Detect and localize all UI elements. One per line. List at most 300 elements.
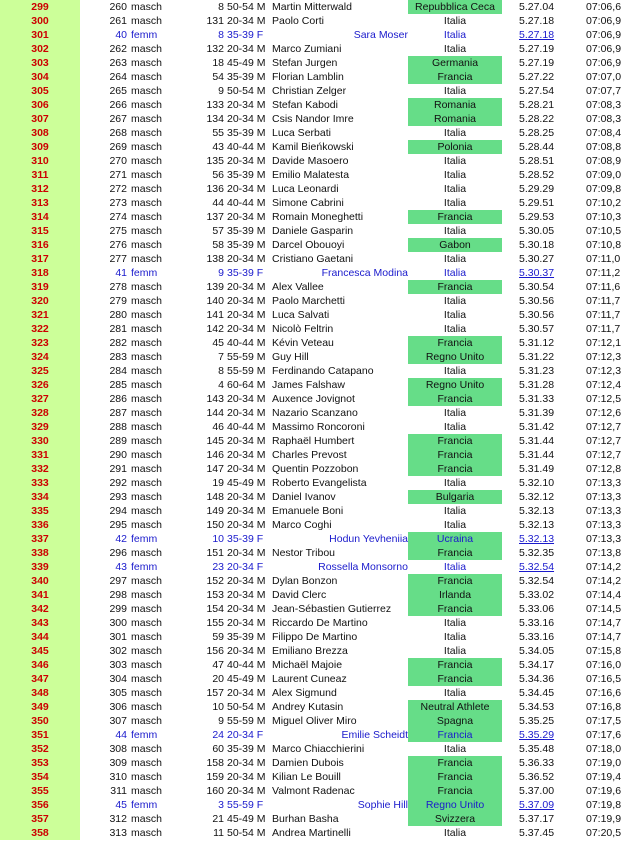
rank-cell: 354	[0, 770, 80, 784]
athlete-name-cell: David Clerc	[272, 589, 327, 601]
finish-time-cell: 5.28.21	[519, 99, 555, 111]
rank-cell: 355	[0, 784, 80, 798]
athlete-name-cell: Cristiano Gaetani	[272, 253, 354, 265]
pace-cell: 07:11,7	[586, 295, 621, 307]
pace-cell: 07:06,9	[586, 57, 622, 69]
athlete-name-cell: Emilie Scheidt	[341, 729, 408, 741]
category-position-cell: 19	[212, 477, 224, 489]
athlete-name-cell: Burhan Basha	[272, 813, 339, 825]
pace-cell: 07:12,7	[586, 435, 622, 447]
table-row	[0, 490, 642, 504]
athlete-name-cell: Kamil Bieńkowski	[272, 141, 354, 153]
rank-cell: 304	[0, 70, 80, 84]
category-cell: 35-39 M	[227, 239, 266, 251]
athlete-name-cell: Damien Dubois	[272, 757, 344, 769]
table-row	[0, 686, 642, 700]
rank-cell: 345	[0, 644, 80, 658]
gender-cell: masch	[131, 197, 162, 209]
rank-cell: 336	[0, 518, 80, 532]
nationality-cell: Italia	[443, 155, 467, 167]
pace-cell: 07:19,8	[586, 799, 622, 811]
category-cell: 20-34 M	[227, 785, 266, 797]
table-row	[0, 378, 642, 392]
bib-number-cell: 309	[109, 757, 127, 769]
pace-cell: 07:11,2	[586, 267, 621, 279]
athlete-name-cell: Guy Hill	[272, 351, 309, 363]
athlete-name-cell: Marco Zumiani	[272, 43, 342, 55]
category-cell: 20-34 M	[227, 155, 266, 167]
nationality-cell: Italia	[443, 225, 467, 237]
category-position-cell: 134	[206, 113, 224, 125]
rank-cell: 327	[0, 392, 80, 406]
category-position-cell: 156	[206, 645, 224, 657]
nationality-cell: Francia	[408, 392, 502, 406]
nationality-cell: Italia	[443, 645, 467, 657]
category-cell: 20-34 M	[227, 589, 266, 601]
category-cell: 20-34 F	[227, 561, 264, 573]
bib-number-cell: 291	[109, 463, 127, 475]
bib-number-cell: 40	[115, 29, 127, 41]
nationality-cell: Regno Unito	[408, 350, 502, 364]
rank-cell: 357	[0, 812, 80, 826]
pace-cell: 07:13,8	[586, 547, 622, 559]
gender-cell: masch	[131, 351, 162, 363]
category-cell: 55-59 M	[227, 351, 266, 363]
nationality-cell: Italia	[443, 267, 467, 279]
category-cell: 20-34 M	[227, 757, 266, 769]
nationality-cell: Italia	[443, 687, 467, 699]
athlete-name-cell: Sophie Hill	[357, 799, 408, 811]
category-position-cell: 139	[206, 281, 224, 293]
category-cell: 20-34 M	[227, 183, 266, 195]
bib-number-cell: 275	[109, 225, 127, 237]
table-row	[0, 504, 642, 518]
pace-cell: 07:14,2	[586, 561, 622, 573]
gender-cell: masch	[131, 687, 162, 699]
finish-time-cell: 5.31.44	[519, 449, 555, 461]
category-position-cell: 159	[206, 771, 224, 783]
finish-time-cell: 5.30.18	[519, 239, 555, 251]
rank-cell: 324	[0, 350, 80, 364]
bib-number-cell: 296	[109, 547, 127, 559]
athlete-name-cell: Emanuele Boni	[272, 505, 344, 517]
finish-time-cell: 5.32.13	[519, 519, 555, 531]
rank-cell: 300	[0, 14, 80, 28]
gender-cell: masch	[131, 673, 162, 685]
table-row	[0, 518, 642, 532]
nationality-cell: Francia	[408, 602, 502, 616]
category-cell: 20-34 M	[227, 603, 266, 615]
nationality-cell: Francia	[408, 672, 502, 686]
finish-time-cell: 5.37.17	[519, 813, 555, 825]
pace-cell: 07:11,0	[586, 253, 621, 265]
bib-number-cell: 288	[109, 421, 127, 433]
bib-number-cell: 44	[115, 729, 127, 741]
bib-number-cell: 297	[109, 575, 127, 587]
rank-cell: 342	[0, 602, 80, 616]
category-position-cell: 7	[218, 351, 224, 363]
category-cell: 20-34 M	[227, 211, 266, 223]
bib-number-cell: 281	[109, 323, 127, 335]
category-position-cell: 158	[206, 757, 224, 769]
category-cell: 20-34 M	[227, 15, 266, 27]
nationality-cell: Francia	[408, 574, 502, 588]
bib-number-cell: 299	[109, 603, 127, 615]
category-cell: 20-34 M	[227, 323, 266, 335]
category-cell: 20-34 M	[227, 253, 266, 265]
pace-cell: 07:14,5	[586, 603, 622, 615]
finish-time-cell: 5.28.25	[519, 127, 555, 139]
athlete-name-cell: Ferdinando Catapano	[272, 365, 374, 377]
finish-time-cell: 5.33.02	[519, 589, 555, 601]
rank-cell: 358	[0, 826, 80, 840]
athlete-name-cell: Stefan Kabodi	[272, 99, 338, 111]
nationality-cell: Polonia	[408, 140, 502, 154]
bib-number-cell: 305	[109, 687, 127, 699]
nationality-cell: Italia	[443, 197, 467, 209]
table-row	[0, 308, 642, 322]
category-position-cell: 138	[206, 253, 224, 265]
category-cell: 40-44 M	[227, 197, 266, 209]
nationality-cell: Italia	[443, 407, 467, 419]
category-position-cell: 131	[206, 15, 224, 27]
pace-cell: 07:12,6	[586, 407, 622, 419]
finish-time-cell: 5.32.54	[519, 561, 555, 573]
gender-cell: masch	[131, 225, 162, 237]
athlete-name-cell: Nicolò Feltrin	[272, 323, 334, 335]
gender-cell: masch	[131, 463, 162, 475]
category-cell: 20-34 M	[227, 295, 266, 307]
gender-cell: femm	[131, 799, 158, 811]
pace-cell: 07:06,9	[586, 29, 622, 41]
pace-cell: 07:14,2	[586, 575, 622, 587]
nationality-cell: Italia	[443, 183, 467, 195]
table-row	[0, 168, 642, 182]
category-position-cell: 21	[212, 813, 224, 825]
category-position-cell: 57	[212, 225, 224, 237]
gender-cell: masch	[131, 575, 162, 587]
table-row	[0, 14, 642, 28]
rank-cell: 353	[0, 756, 80, 770]
nationality-cell: Irlanda	[408, 588, 502, 602]
gender-cell: masch	[131, 99, 162, 111]
finish-time-cell: 5.31.49	[519, 463, 555, 475]
gender-cell: masch	[131, 519, 162, 531]
table-row	[0, 434, 642, 448]
nationality-cell: Germania	[408, 56, 502, 70]
bib-number-cell: 277	[109, 253, 127, 265]
gender-cell: masch	[131, 169, 162, 181]
athlete-name-cell: Kilian Le Bouill	[272, 771, 341, 783]
athlete-name-cell: Luca Salvati	[272, 309, 330, 321]
rank-cell: 312	[0, 182, 80, 196]
category-position-cell: 3	[218, 799, 224, 811]
category-position-cell: 10	[212, 701, 224, 713]
category-position-cell: 145	[206, 435, 224, 447]
category-position-cell: 140	[206, 295, 224, 307]
pace-cell: 07:07,7	[586, 85, 622, 97]
table-row	[0, 70, 642, 84]
rank-cell: 321	[0, 308, 80, 322]
category-cell: 35-39 F	[227, 267, 264, 279]
finish-time-cell: 5.33.16	[519, 631, 555, 643]
rank-cell: 326	[0, 378, 80, 392]
category-position-cell: 152	[206, 575, 224, 587]
pace-cell: 07:13,3	[586, 477, 622, 489]
category-position-cell: 150	[206, 519, 224, 531]
category-position-cell: 46	[212, 421, 224, 433]
gender-cell: masch	[131, 155, 162, 167]
category-position-cell: 132	[206, 43, 224, 55]
gender-cell: masch	[131, 477, 162, 489]
table-row	[0, 392, 642, 406]
bib-number-cell: 300	[109, 617, 127, 629]
category-cell: 20-34 M	[227, 771, 266, 783]
athlete-name-cell: Miguel Oliver Miro	[272, 715, 357, 727]
pace-cell: 07:09,8	[586, 183, 622, 195]
table-row	[0, 602, 642, 616]
nationality-cell: Italia	[443, 561, 467, 573]
athlete-name-cell: Laurent Cuneaz	[272, 673, 347, 685]
athlete-name-cell: Nazario Scanzano	[272, 407, 358, 419]
nationality-cell: Romania	[408, 112, 502, 126]
bib-number-cell: 303	[109, 659, 127, 671]
category-position-cell: 24	[212, 729, 224, 741]
category-cell: 55-59 M	[227, 715, 266, 727]
pace-cell: 07:06,6	[586, 1, 622, 13]
nationality-cell: Italia	[443, 43, 467, 55]
category-cell: 50-54 M	[227, 1, 266, 13]
pace-cell: 07:11,6	[586, 281, 621, 293]
nationality-cell: Gabon	[408, 238, 502, 252]
gender-cell: masch	[131, 1, 162, 13]
finish-time-cell: 5.29.29	[519, 183, 555, 195]
gender-cell: masch	[131, 127, 162, 139]
category-position-cell: 143	[206, 393, 224, 405]
athlete-name-cell: Romain Moneghetti	[272, 211, 364, 223]
nationality-cell: Francia	[408, 434, 502, 448]
table-row	[0, 812, 642, 826]
nationality-cell: Italia	[443, 477, 467, 489]
nationality-cell: Francia	[408, 448, 502, 462]
pace-cell: 07:16,8	[586, 701, 622, 713]
bib-number-cell: 271	[109, 169, 127, 181]
category-cell: 40-44 M	[227, 141, 266, 153]
category-cell: 20-34 M	[227, 113, 266, 125]
category-cell: 35-39 M	[227, 631, 266, 643]
pace-cell: 07:14,7	[586, 631, 622, 643]
pace-cell: 07:14,7	[586, 617, 622, 629]
athlete-name-cell: Christian Zelger	[272, 85, 347, 97]
nationality-cell: Francia	[408, 546, 502, 560]
table-row	[0, 294, 642, 308]
pace-cell: 07:08,4	[586, 127, 622, 139]
table-row	[0, 784, 642, 798]
finish-time-cell: 5.32.12	[519, 491, 555, 503]
bib-number-cell: 312	[109, 813, 127, 825]
category-position-cell: 56	[212, 169, 224, 181]
category-cell: 35-39 F	[227, 533, 264, 545]
finish-time-cell: 5.33.06	[519, 603, 555, 615]
athlete-name-cell: Valmont Radenac	[272, 785, 355, 797]
bib-number-cell: 267	[109, 113, 127, 125]
category-position-cell: 148	[206, 491, 224, 503]
table-row	[0, 98, 642, 112]
rank-cell: 337	[0, 532, 80, 546]
category-position-cell: 10	[212, 533, 224, 545]
finish-time-cell: 5.37.45	[519, 827, 555, 839]
gender-cell: masch	[131, 743, 162, 755]
finish-time-cell: 5.31.22	[519, 351, 555, 363]
rank-cell: 303	[0, 56, 80, 70]
nationality-cell: Italia	[443, 127, 467, 139]
bib-number-cell: 261	[109, 15, 127, 27]
gender-cell: masch	[131, 15, 162, 27]
finish-time-cell: 5.27.18	[519, 15, 555, 27]
table-row	[0, 154, 642, 168]
pace-cell: 07:08,3	[586, 113, 622, 125]
nationality-cell: Italia	[443, 505, 467, 517]
gender-cell: masch	[131, 211, 162, 223]
category-cell: 20-34 M	[227, 407, 266, 419]
bib-number-cell: 43	[115, 561, 127, 573]
bib-number-cell: 294	[109, 505, 127, 517]
pace-cell: 07:12,3	[586, 365, 622, 377]
pace-cell: 07:06,9	[586, 15, 622, 27]
finish-time-cell: 5.35.48	[519, 743, 555, 755]
pace-cell: 07:08,3	[586, 99, 622, 111]
finish-time-cell: 5.31.39	[519, 407, 555, 419]
gender-cell: masch	[131, 337, 162, 349]
category-cell: 20-34 M	[227, 491, 266, 503]
rank-cell: 320	[0, 294, 80, 308]
pace-cell: 07:12,4	[586, 379, 622, 391]
rank-cell: 319	[0, 280, 80, 294]
bib-number-cell: 262	[109, 43, 127, 55]
gender-cell: masch	[131, 309, 162, 321]
table-row	[0, 280, 642, 294]
bib-number-cell: 273	[109, 197, 127, 209]
bib-number-cell: 41	[115, 267, 127, 279]
pace-cell: 07:19,4	[586, 771, 622, 783]
rank-cell: 351	[0, 728, 80, 742]
table-row	[0, 616, 642, 630]
category-cell: 45-49 M	[227, 477, 266, 489]
gender-cell: femm	[131, 533, 158, 545]
finish-time-cell: 5.31.42	[519, 421, 555, 433]
rank-cell: 316	[0, 238, 80, 252]
athlete-name-cell: Riccardo De Martino	[272, 617, 368, 629]
bib-number-cell: 270	[109, 155, 127, 167]
category-position-cell: 137	[206, 211, 224, 223]
nationality-cell: Italia	[443, 85, 467, 97]
pace-cell: 07:13,3	[586, 505, 622, 517]
athlete-name-cell: Simone Cabrini	[272, 197, 344, 209]
table-row	[0, 28, 642, 42]
category-cell: 20-34 M	[227, 547, 266, 559]
category-cell: 20-34 M	[227, 449, 266, 461]
rank-cell: 343	[0, 616, 80, 630]
athlete-name-cell: Luca Serbati	[272, 127, 331, 139]
bib-number-cell: 302	[109, 645, 127, 657]
category-position-cell: 133	[206, 99, 224, 111]
table-row	[0, 420, 642, 434]
bib-number-cell: 292	[109, 477, 127, 489]
table-row	[0, 546, 642, 560]
category-position-cell: 135	[206, 155, 224, 167]
category-cell: 45-49 M	[227, 813, 266, 825]
finish-time-cell: 5.27.19	[519, 57, 555, 69]
rank-cell: 323	[0, 336, 80, 350]
table-row	[0, 56, 642, 70]
table-row	[0, 462, 642, 476]
gender-cell: masch	[131, 393, 162, 405]
finish-time-cell: 5.30.56	[519, 309, 555, 321]
athlete-name-cell: Alex Vallee	[272, 281, 324, 293]
finish-time-cell: 5.32.10	[519, 477, 555, 489]
category-position-cell: 44	[212, 197, 224, 209]
category-position-cell: 9	[218, 715, 224, 727]
pace-cell: 07:10,3	[586, 211, 622, 223]
athlete-name-cell: Csis Nandor Imre	[272, 113, 354, 125]
pace-cell: 07:10,2	[586, 197, 622, 209]
gender-cell: masch	[131, 43, 162, 55]
nationality-cell: Italia	[443, 169, 467, 181]
pace-cell: 07:13,3	[586, 519, 622, 531]
category-cell: 45-49 M	[227, 673, 266, 685]
gender-cell: masch	[131, 323, 162, 335]
nationality-cell: Italia	[443, 421, 467, 433]
nationality-cell: Repubblica Ceca	[408, 0, 502, 14]
pace-cell: 07:08,8	[586, 141, 622, 153]
finish-time-cell: 5.30.05	[519, 225, 555, 237]
category-cell: 20-34 M	[227, 281, 266, 293]
finish-time-cell: 5.32.54	[519, 575, 555, 587]
table-row	[0, 644, 642, 658]
bib-number-cell: 272	[109, 183, 127, 195]
table-row	[0, 336, 642, 350]
finish-time-cell: 5.29.51	[519, 197, 555, 209]
nationality-cell: Neutral Athlete	[408, 700, 502, 714]
category-cell: 20-34 M	[227, 687, 266, 699]
athlete-name-cell: Charles Prevost	[272, 449, 347, 461]
rank-cell: 344	[0, 630, 80, 644]
rank-cell: 330	[0, 434, 80, 448]
pace-cell: 07:10,5	[586, 225, 622, 237]
athlete-name-cell: Paolo Corti	[272, 15, 324, 27]
rank-cell: 335	[0, 504, 80, 518]
category-cell: 40-44 M	[227, 337, 266, 349]
rank-cell: 333	[0, 476, 80, 490]
pace-cell: 07:06,9	[586, 43, 622, 55]
rank-cell: 332	[0, 462, 80, 476]
rank-cell: 299	[0, 0, 80, 14]
table-row	[0, 224, 642, 238]
category-position-cell: 160	[206, 785, 224, 797]
table-row	[0, 770, 642, 784]
category-position-cell: 60	[212, 743, 224, 755]
finish-time-cell: 5.31.28	[519, 379, 555, 391]
rank-cell: 329	[0, 420, 80, 434]
bib-number-cell: 274	[109, 211, 127, 223]
table-row	[0, 672, 642, 686]
rank-cell: 318	[0, 266, 80, 280]
gender-cell: masch	[131, 617, 162, 629]
bib-number-cell: 304	[109, 673, 127, 685]
bib-number-cell: 269	[109, 141, 127, 153]
table-row	[0, 42, 642, 56]
nationality-cell: Francia	[408, 336, 502, 350]
